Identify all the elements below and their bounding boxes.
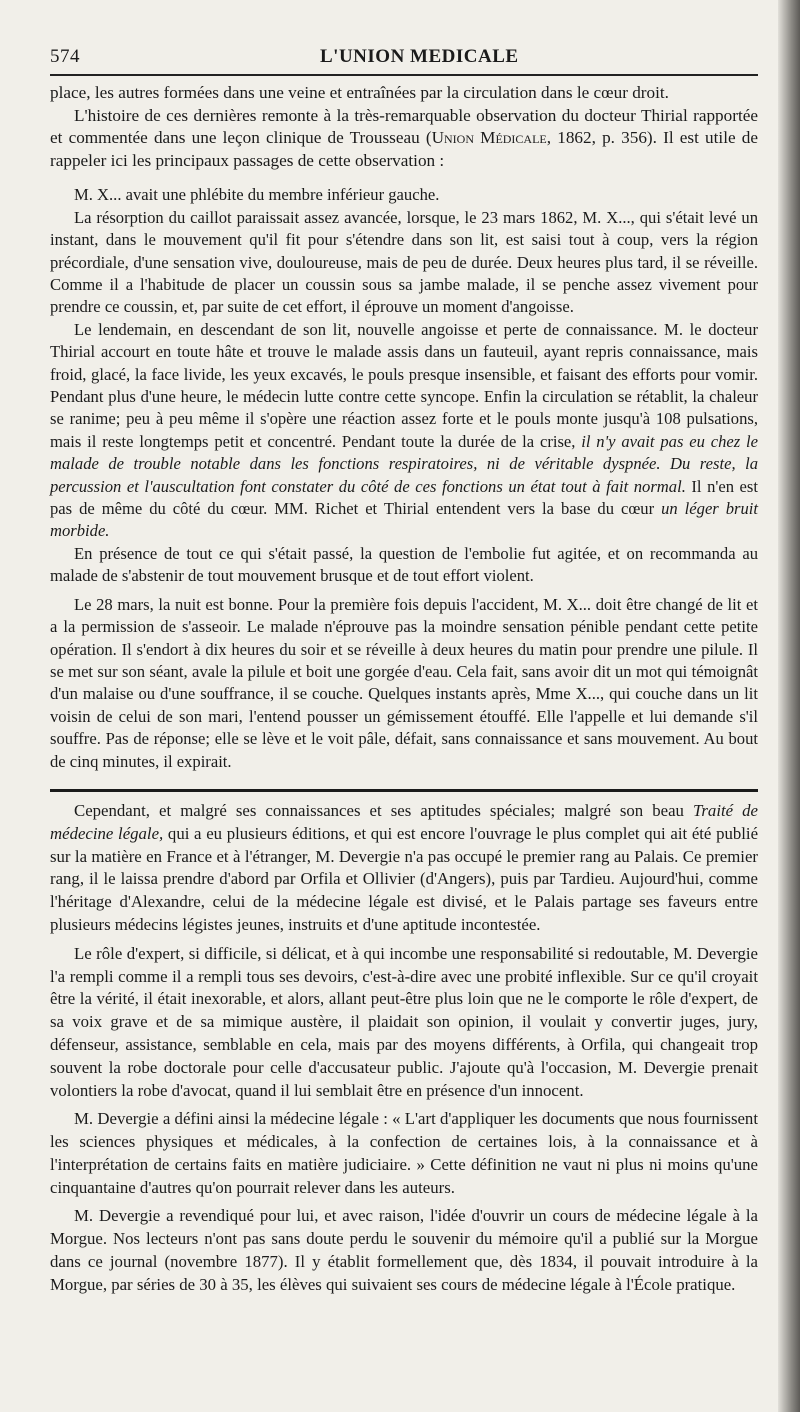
quote-paragraph: Le 28 mars, la nuit est bonne. Pour la première fois depuis l'accident, M. X... doit être changé de lit et a la permission de s'asseoir. Le malade n'éprouve pas la moindre sensation pénible pendant cette petite opération. Il s'endort à dix heures du soir et se réveille à deux heures du matin pour prendre une pilule. Il se met sur son séant, avale la pilule et boit une gorgée d'eau. Cela fait, sans avoir dit un mot qui témoignât d'un malaise ou d'une souffrance, il se couche. Quelques instants après, Mme X..., qui couche dans un lit voisin de celui de son mari, l'entend pousser un gémissement étouffé. Elle l'appelle et lui demande s'il souffre. Pas de réponse; elle se lève et le voit pâle, défait, sans connaissance et sans mouvement. Au bout de cinq minutes, il expirait. (50, 594, 758, 771)
book-spine-shadow (778, 0, 800, 1412)
text-span: Le lendemain, en descendant de son lit, nouvelle angoisse et perte de connaissance. M. le docteur Thirial accourt en toute hâte et trouve le malade assis dans un fauteuil, ayant repris connaissance, mais froid, glacé, la face livide, les yeux excavés, le pouls presque insensible, et faisant des efforts pour vomir. Pendant plus d'une heure, le médecin lutte contre cette syncope. Enfin la circulation se rétablit, la chaleur se ranime; peu à peu même il s'opère une réaction assez forte et le pouls monte jusqu'à 108 pulsations, mais il reste longtemps petit et concentré. Pendant toute la durée de la crise, (50, 319, 758, 451)
text-span: Il n'en est pas de même du côté du cœur. MM. Richet et Thirial entendent vers la base du cœur (50, 476, 758, 519)
feuilleton-text (50, 800, 758, 1297)
quote-paragraph (50, 319, 758, 543)
paragraph (50, 800, 758, 937)
italic-span: un léger bruit morbide. (50, 499, 758, 541)
quote-paragraph: M. X... avait une phlébite du membre inférieur gauche. (74, 185, 440, 205)
text-span: Cependant, et malgré ses connaissances et ses aptitudes spéciales; malgré son beau (74, 800, 693, 820)
journal-name: Union Médicale (431, 128, 547, 148)
paragraph (50, 105, 758, 173)
observation-quote (50, 184, 758, 773)
page-header (50, 40, 758, 74)
paragraph: M. Devergie a revendiqué pour lui, et avec raison, l'idée d'ouvrir un cours de médecine légale à la Morgue. Nos lecteurs n'ont pas sans doute perdu le souvenir du mémoire qu'il a publié sur la Morgue dans ce journal (novembre 1877). Il y établit formellement que, dès 1834, il pouvait introduire à la Morgue, par séries de 30 à 35, les élèves qui suivaient ses cours de médecine légale à l'École pratique. (50, 1206, 758, 1294)
paragraph: Le rôle d'expert, si difficile, si délicat, et à qui incombe une responsabilité si redoutable, M. Devergie l'a rempli comme il a rempli tous ses devoirs, c'est-à-dire avec une probité inflexible. Sur ce qu'il croyait être la vérité, il était inexorable, et alors, allant peut-être plus loin que ne le comporte le rôle d'expert, de sa voix grave et de sa mimique austère, il plaidait son opinion, il voulait y convertir juges, jury, défenseur, assistance, semblable en cela, mais par des moyens différents, à Orfila, qui changeait trop souvent la robe doctorale pour celle d'accusateur public. J'ajoute qu'à l'occasion, M. Devergie prenait volontiers la robe d'avocat, quand il lui semblait être en présence d'un innocent. (50, 943, 758, 1100)
header-rule (50, 74, 758, 76)
italic-span: il n'y avait pas eu chez le malade de trouble notable dans les fonctions respiratoires, ni de véritable dyspnée. Du reste, la percussion et l'auscultation font constater du côté de ces fonctions un état tout à fait normal. (50, 431, 758, 496)
quote-paragraph: En présence de tout ce qui s'était passé, la question de l'embolie fut agitée, et on recommanda au malade de s'abstenir de tout mouvement brusque et de tout effort violent. (50, 543, 758, 586)
text-span: , 1862, p. 356). Il est utile de rappeler ici les principaux passages de cette observation : (50, 128, 758, 170)
quote-paragraph: La résorption du caillot paraissait assez avancée, lorsque, le 23 mars 1862, M. X..., qui s'était levé un instant, dans le mouvement qu'il fit pour s'étendre dans son lit, est saisi tout à coup, vers la région précordiale, d'une sensation vive, douloureuse, mais de peu de durée. Deux heures plus tard, il se réveille. Comme il a l'habitude de placer un coussin sous sa jambe malade, il se penche assez vivement pour prendre ce coussin, et, par suite de cet effort, il éprouve un moment d'angoisse. (50, 207, 758, 317)
text-span: L'histoire de ces dernières remonte à la très-remarquable observation du docteur Thirial rapportée et commentée dans une leçon clinique de Trousseau ( (50, 105, 758, 148)
page-number: 574 (50, 46, 80, 67)
text-span: qui a eu plusieurs éditions, et qui est encore l'ouvrage le plus complet qui ait été publié sur la matière en France et à l'étranger, M. Devergie n'a pas occupé le premier rang au Palais. Ce premier rang, il le laissa prendre d'abord par Orfila et Ollivier (d'Angers), puis par Tardieu. Aujourd'hui, comme l'héritage d'Alexandre, celui de la médecine légale est divisé, et le Palais partage ses faveurs entre plusieurs médecins légistes jeunes, instruits et d'une aptitude incontestée. (50, 823, 759, 934)
section-divider (50, 789, 758, 792)
book-title: Traité de médecine légale, (50, 800, 759, 843)
running-title: L'UNION MEDICALE (320, 46, 519, 67)
intro-text (50, 82, 758, 172)
paragraph: M. Devergie a défini ainsi la médecine légale : « L'art d'appliquer les documents que nous fournissent les sciences physiques et médicales, à la confection de certaines lois, à la connaissance et à l'interprétation de certains faits en matière judiciaire. » Cette définition ne vaut ni plus ni moins qu'une cinquantaine d'autres qu'on pourrait relever dans les auteurs. (50, 1109, 758, 1197)
document-page (50, 40, 758, 1297)
paragraph: place, les autres formées dans une veine et entraînées par la circulation dans le cœur droit. (50, 83, 669, 102)
